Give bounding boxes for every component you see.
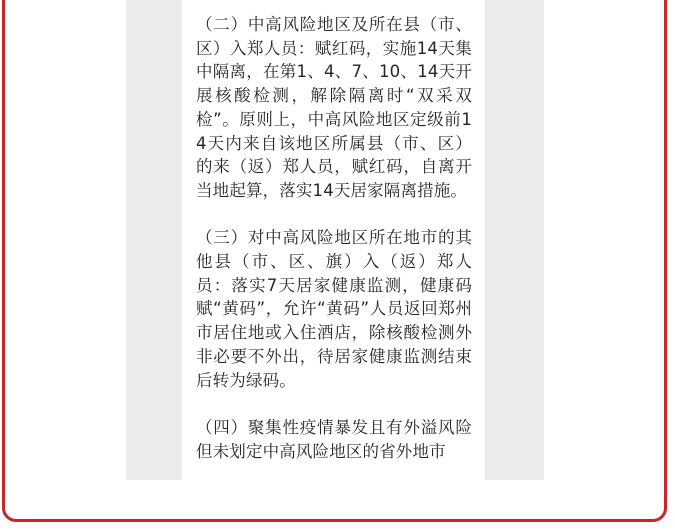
phone-screenshot (126, 0, 544, 480)
article-card (182, 0, 485, 480)
article-body (196, 13, 472, 480)
paragraph-4: （四）聚集性疫情暴发且有外溢风险但未划定中高风险地区的省外地市 (196, 417, 472, 461)
paragraph-3: （三）对中高风险地区所在地市的其他县（市、区、旗）入（返）郑人员：落实7天居家健康监测，健康码赋“黄码”，允许“黄码”人员返回郑州市居住地或入住酒店，除核酸检测外非必要不外出，待居家健康监测结束后转为绿码。 (196, 228, 472, 390)
paragraph-2: （二）中高风险地区及所在县（市、区）入郑人员：赋红码，实施14天集中隔离，在第1、4、7、10、14天开展核酸检测，解除隔离时“双采双检”。原则上，中高风险地区定级前14天内来自该地区所属县（市、区）的来（返）郑人员，赋红码，自离开当地起算，落实14天居家隔离措施。 (196, 15, 472, 200)
